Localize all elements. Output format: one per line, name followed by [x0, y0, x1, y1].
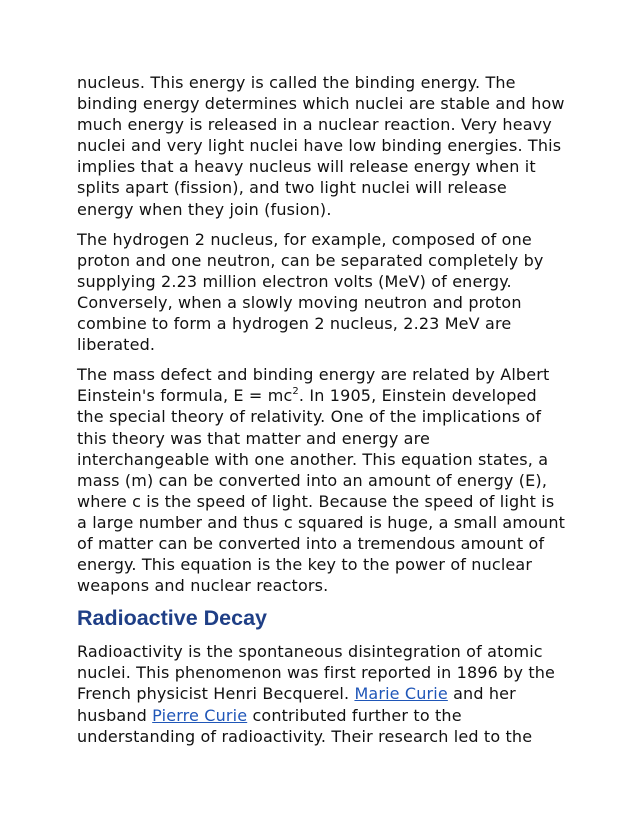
section-heading: Radioactive Decay: [77, 606, 268, 631]
link-marie-curie[interactable]: Marie Curie: [354, 684, 448, 704]
superscript-exponent: 2: [292, 386, 299, 398]
paragraph-text: . In 1905, Einstein developed the special theory of relativity. One of the implications of this theory was that matter and energy are interchangeable with one another. This equation states, a mass (m) can be converted into an amount of energy (E), where c is the speed of light. Because the speed of light is a large number and thus c squared is huge, a small amount of matter can be converted into a tremendous amount of energy. This equation is the key to the power of nuclear weapons and nuclear reactors.: [77, 386, 566, 596]
paragraph-radioactivity: [77, 641, 567, 746]
paragraph-hydrogen-2: The hydrogen 2 nucleus, for example, composed of one proton and one neutron, can be separated completely by supplying 2.23 million electron volts (MeV) of energy. Conversely, when a slowly moving neutron and proton combine to form a hydrogen 2 nucleus, 2.23 MeV are liberated.: [77, 229, 544, 355]
paragraph-mass-energy: [77, 364, 567, 596]
link-pierre-curie[interactable]: Pierre Curie: [152, 705, 248, 725]
paragraph-binding-energy: nucleus. This energy is called the binding energy. The binding energy determines which nuclei are stable and how much energy is released in a nuclear reaction. Very heavy nuclei and very light nuclei have low binding energies. This implies that a heavy nucleus will release energy when it splits apart (fission), and two light nuclei will release energy when they join (fusion).: [77, 73, 565, 219]
paragraph-text: Radioactivity is the spontaneous disintegration of atomic nuclei. This phenomenon was first reported in 1896 by the French physicist Henri Becquerel.: [77, 642, 556, 704]
paragraph-text: contributed further to the understanding of radioactivity. Their research led to the: [77, 705, 533, 746]
document-body: [77, 72, 567, 756]
paragraph-text: and her husband: [77, 684, 516, 725]
paragraph-text: The mass defect and binding energy are related by Albert Einstein's formula, E = mc: [77, 365, 550, 406]
